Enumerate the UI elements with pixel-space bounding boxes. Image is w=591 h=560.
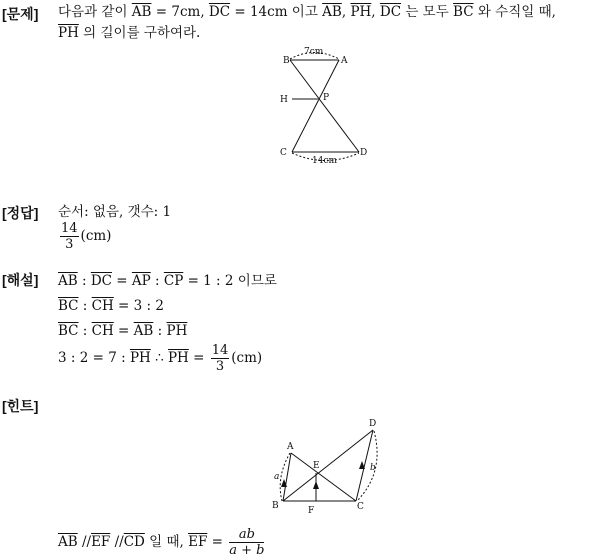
text: : <box>78 298 92 314</box>
segment-ab: $\overline{AB}$ <box>58 273 78 289</box>
hint-tag: [힌트] <box>2 398 39 414</box>
label-a-length: a <box>274 472 280 482</box>
answer-line-1: 순서: 없음, 갯수: 1 <box>58 204 172 220</box>
numerator: 14 <box>211 343 229 358</box>
text: 3 : 2 = 7 : <box>58 350 130 366</box>
segment-ef: $\overline{EF}$ <box>91 534 111 550</box>
unit: (cm) <box>80 228 112 244</box>
unit: (cm) <box>231 350 263 366</box>
text: : <box>78 323 92 339</box>
text: 다음과 같이 <box>58 4 132 20</box>
label-b: B <box>283 56 290 66</box>
text: = 1 : 2 이므로 <box>183 273 277 289</box>
problem-tag: [문제] <box>2 6 39 22</box>
segment-ch: $\overline{CH}$ <box>91 323 114 339</box>
label-b: B <box>272 501 279 511</box>
text: 의 길이를 구하여라. <box>78 25 201 41</box>
text: // <box>110 534 124 550</box>
answer-tag: [정답] <box>2 205 39 221</box>
segment-bc: $\overline{BC}$ <box>58 298 79 314</box>
line-ac <box>291 453 356 501</box>
fraction <box>229 527 264 558</box>
solution-line-4 <box>58 343 262 374</box>
text: 는 모두 <box>401 4 454 20</box>
text: = 7cm, <box>151 4 209 20</box>
segment-ph: $\overline{PH}$ <box>350 4 372 20</box>
label-e: E <box>313 461 320 471</box>
segment-dc: $\overline{DC}$ <box>208 4 231 20</box>
segment-bc: $\overline{BC}$ <box>58 323 79 339</box>
segment-cp: $\overline{CP}$ <box>163 273 184 289</box>
dim-arc-a <box>280 453 290 501</box>
label-f: F <box>308 506 315 516</box>
label-c: C <box>280 148 287 158</box>
segment-ab: $\overline{AB}$ <box>58 534 78 550</box>
denominator: a + b <box>229 543 265 558</box>
fraction <box>60 221 79 252</box>
text: = <box>111 273 132 289</box>
segment-ch: $\overline{CH}$ <box>91 298 114 314</box>
segment-ph: $\overline{PH}$ <box>166 323 188 339</box>
text: 와 수직일 때, <box>473 4 556 20</box>
segment-cd: $\overline{CD}$ <box>123 534 145 550</box>
text: = <box>188 350 209 366</box>
text: : <box>153 323 167 339</box>
hint-formula <box>58 527 266 558</box>
text: 일 때, <box>144 534 189 550</box>
solution-line-2 <box>58 297 164 315</box>
label-p: P <box>323 93 330 103</box>
problem-figure <box>280 44 380 169</box>
numerator: 14 <box>61 221 78 236</box>
problem-line-2 <box>58 24 200 42</box>
segment-ab: $\overline{AB}$ <box>322 4 342 20</box>
text: , <box>371 4 380 20</box>
problem-line-1 <box>58 3 556 21</box>
line-bd <box>283 430 373 501</box>
text: = <box>207 534 228 550</box>
line-ab <box>283 453 291 501</box>
text: // <box>77 534 92 550</box>
segment-bc: $\overline{BC}$ <box>453 4 474 20</box>
segment-ab: $\overline{AB}$ <box>133 323 154 339</box>
label-top-length: 7cm <box>304 47 324 57</box>
answer-value <box>58 221 111 252</box>
line-ac <box>292 60 339 152</box>
numerator: ab <box>229 527 264 543</box>
hint-figure <box>270 417 390 517</box>
segment-ph: $\overline{PH}$ <box>58 25 79 41</box>
text: = <box>113 323 134 339</box>
segment-ph: $\overline{PH}$ <box>129 350 151 366</box>
label-h: H <box>280 95 288 105</box>
segment-ef: $\overline{EF}$ <box>188 534 208 550</box>
line-bd <box>290 60 359 152</box>
fraction <box>211 343 230 374</box>
segment-dc: $\overline{DC}$ <box>379 4 402 20</box>
label-d: D <box>360 148 368 158</box>
text: , <box>341 4 351 20</box>
label-c: C <box>357 502 364 512</box>
text: : <box>150 273 164 289</box>
text: : <box>77 273 91 289</box>
segment-ap: $\overline{AP}$ <box>131 273 151 289</box>
text: = 3 : 2 <box>113 298 164 314</box>
label-a: A <box>287 442 294 452</box>
arrow-up-icon <box>313 481 319 489</box>
text: = 14cm 이고 <box>230 4 323 20</box>
solution-line-3 <box>58 322 187 340</box>
label-bottom-length: 14cm <box>312 156 338 166</box>
solution-line-1 <box>58 272 277 290</box>
segment-ph: $\overline{PH}$ <box>167 350 189 366</box>
segment-dc: $\overline{DC}$ <box>90 273 112 289</box>
label-b-length: b <box>370 463 376 473</box>
denominator: 3 <box>215 359 225 374</box>
denominator: 3 <box>65 237 74 252</box>
text: ∴ <box>150 350 168 366</box>
arrow-up-icon <box>359 461 365 469</box>
label-a: A <box>341 56 348 66</box>
segment-ab: $\overline{AB}$ <box>131 4 152 20</box>
label-d: D <box>369 419 377 429</box>
solution-tag: [해설] <box>2 272 39 288</box>
